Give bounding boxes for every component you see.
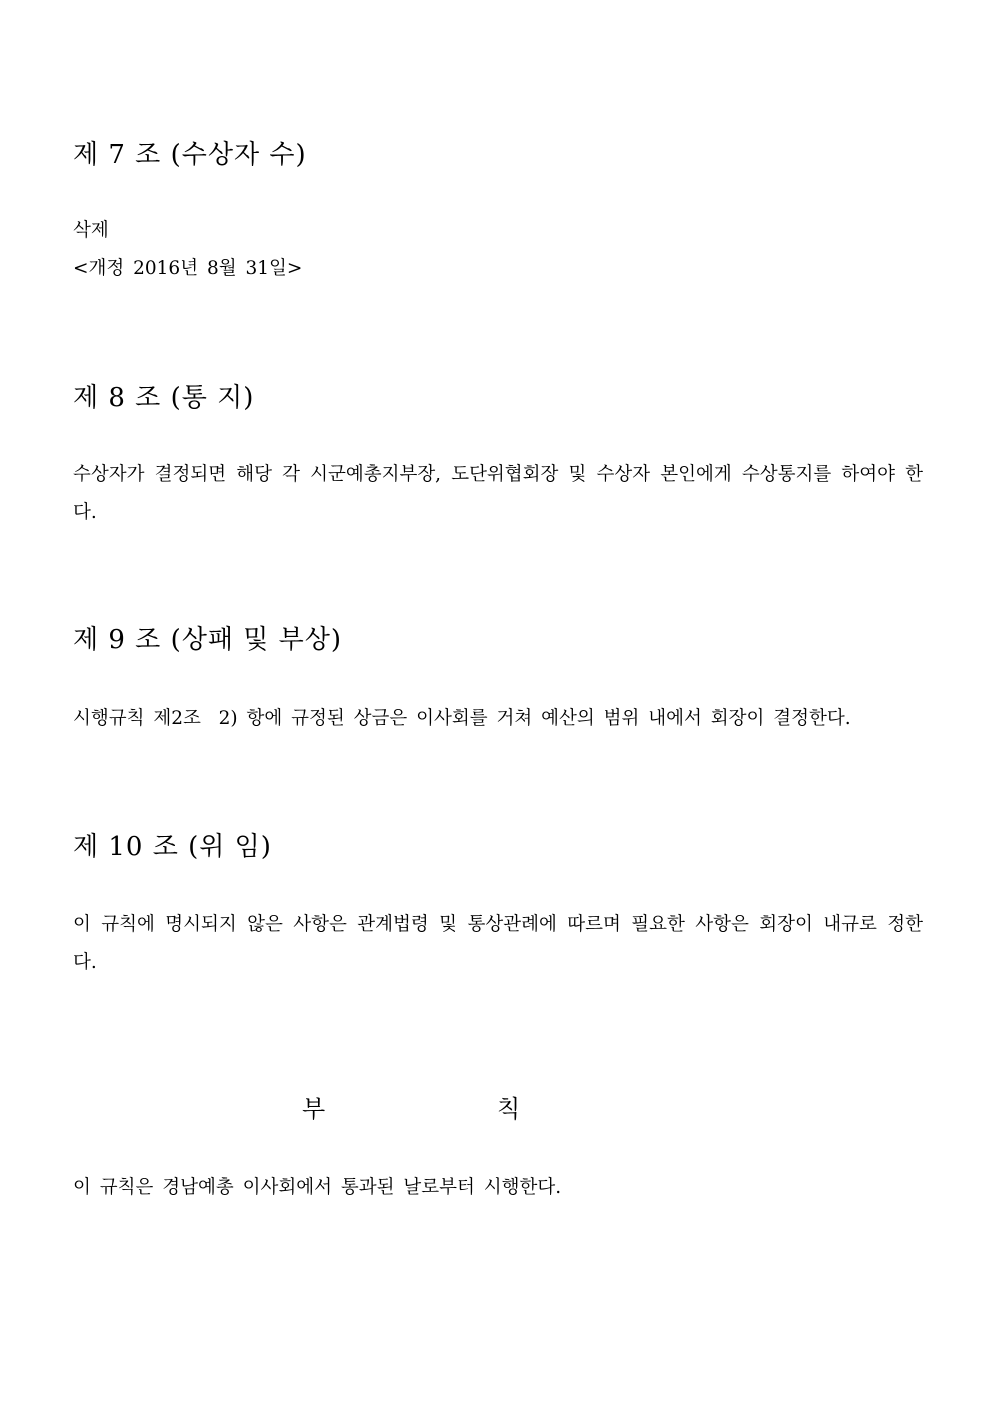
article-7-heading: 제 7 조 (수상자 수) [73, 140, 307, 170]
article-7-amendment-note: <개정 2016년 8월 31일> [73, 258, 303, 279]
appendix-body: 이 규칙은 경남예총 이사회에서 통과된 날로부터 시행한다. [73, 1177, 562, 1198]
article-10-body: 이 규칙에 명시되지 않은 사항은 관계법령 및 통상관례에 따르며 필요한 사항은 회장이 내규로 정한다. [73, 914, 923, 973]
article-7-deleted-text: 삭제 [73, 220, 109, 241]
article-9-body: 시행규칙 제2조 2) 항에 규정된 상금은 이사회를 거쳐 예산의 범위 내에서 회장이 결정한다. [73, 708, 851, 729]
appendix-heading-char-2: 칙 [497, 1095, 521, 1123]
article-9-heading: 제 9 조 (상패 및 부상) [73, 625, 342, 655]
article-8-heading: 제 8 조 (통 지) [73, 383, 255, 413]
article-10-heading: 제 10 조 (위 임) [73, 832, 272, 862]
appendix-heading-char-1: 부 [302, 1095, 326, 1123]
article-8-body: 수상자가 결정되면 해당 각 시군예총지부장, 도단위협회장 및 수상자 본인에게 수상통지를 하여야 한다. [73, 464, 923, 523]
